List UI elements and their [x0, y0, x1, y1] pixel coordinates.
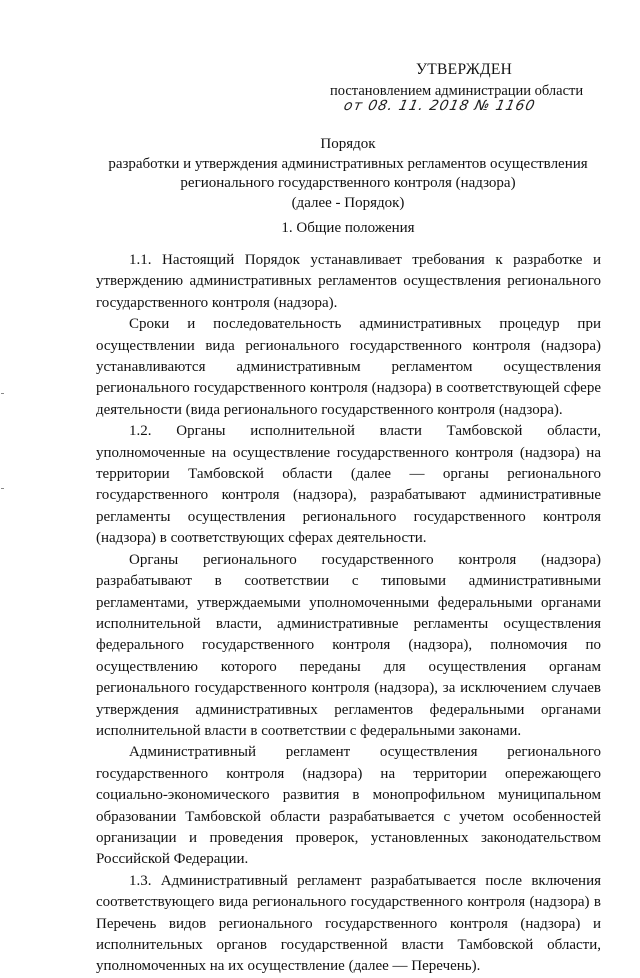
title-line-1: Порядок — [320, 136, 376, 152]
scan-margin-mark — [1, 393, 4, 394]
document-body — [96, 250, 601, 978]
paragraph: Сроки и последовательность административных процедур при осуществлении вида регионального государственного контроля (надзора) устанавливаются административным регламентом осуществления регионального государственного контроля (надзора) в соответствующей сфере деятельности (вида регионального государственного контроля (надзора). — [96, 316, 601, 418]
title-line-2: разработки и утверждения административных регламентов осуществления — [108, 155, 588, 172]
paragraph: 1.2. Органы исполнительной власти Тамбовской области, уполномоченные на осуществление государственного контроля (надзора) на территории Тамбовской области (далее — органы регионального государственного контроля (надзора), разрабатывают административные регламенты осуществления регионального государственного контроля (надзора) в соответствующих сферах деятельности. — [96, 423, 601, 547]
paragraph: Административный регламент осуществления регионального государственного контроля (надзора) на территории опережающего социально-экономического развития в монопрофильном муниципальном образовании Тамбовской области разрабатывается с учетом особенностей организации и проведения проверок, установленных законодательством Российской Федерации. — [96, 744, 601, 868]
approved-by: постановлением администрации области — [330, 83, 584, 99]
approved-heading: УТВЕРЖДЕН — [416, 61, 513, 78]
scan-margin-mark — [1, 488, 4, 489]
document-title — [96, 135, 600, 213]
title-line-4: (далее - Порядок) — [291, 194, 405, 211]
paragraph: 1.1. Настоящий Порядок устанавливает требования к разработке и утверждению административных регламентов осуществления регионального государственного контроля (надзора). — [96, 252, 601, 311]
section-heading: 1. Общие положения — [281, 220, 415, 236]
approval-stamp — [330, 60, 600, 115]
handwritten-date-number: от 08. 11. 2018 № 1160 — [342, 98, 538, 114]
paragraph: Органы регионального государственного контроля (надзора) разрабатывают в соответствии с типовыми административными регламентами, утверждаемыми уполномоченными федеральными органами исполнительной власти, административные регламенты осуществления федерального государственного контроля (надзора), полномочия по осуществлению которого переданы для осуществления органам регионального государственного контроля (надзора), за исключением случаев утверждения административных регламентов федеральными органами исполнительной власти в соответствии с федеральными законами. — [96, 551, 601, 739]
paragraph: 1.3. Административный регламент разрабатывается после включения соответствующего вида регионального государственного контроля (надзора) в Перечень видов регионального государственного контроля (надзора) и исполнительных органов государственной власти Тамбовской области, уполномоченных на их осуществление (далее — Перечень). — [96, 872, 601, 975]
title-line-3: регионального государственного контроля (надзора) — [180, 175, 516, 191]
